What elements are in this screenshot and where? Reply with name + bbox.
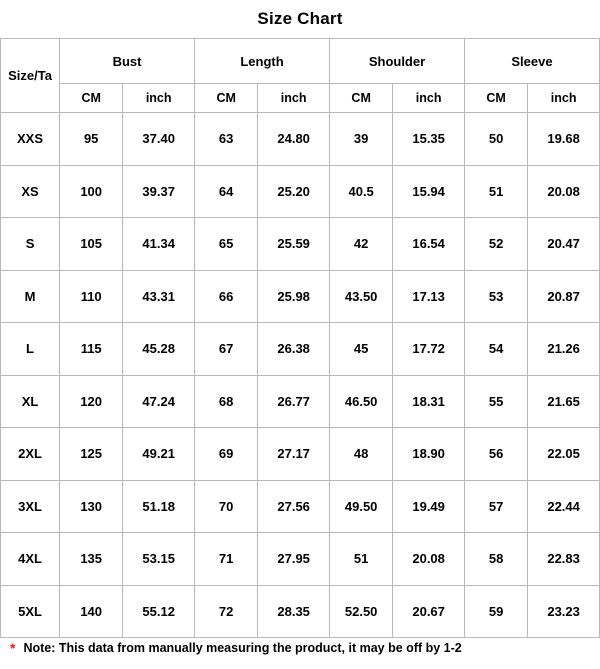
measurement-cell: 135 xyxy=(60,533,123,586)
unit-header-cell: CM xyxy=(60,84,123,113)
measurement-cell: 22.05 xyxy=(528,428,600,481)
measurement-cell: 55 xyxy=(464,375,527,428)
measurement-cell: 25.98 xyxy=(258,270,330,323)
size-label: 4XL xyxy=(1,533,60,586)
page-title: Size Chart xyxy=(257,9,343,28)
measurement-cell: 70 xyxy=(195,480,258,533)
measurement-cell: 40.5 xyxy=(330,165,393,218)
measurement-cell: 20.67 xyxy=(393,585,465,638)
table-unit-header-row xyxy=(1,84,600,113)
measurement-cell: 130 xyxy=(60,480,123,533)
measurement-cell: 58 xyxy=(464,533,527,586)
measurement-cell: 52 xyxy=(464,218,527,271)
measurement-cell: 43.50 xyxy=(330,270,393,323)
unit-header-cell: CM xyxy=(195,84,258,113)
size-label: L xyxy=(1,323,60,376)
measurement-cell: 120 xyxy=(60,375,123,428)
measurement-cell: 49.21 xyxy=(123,428,195,481)
measurement-cell: 48 xyxy=(330,428,393,481)
measurement-cell: 115 xyxy=(60,323,123,376)
table-row xyxy=(1,428,600,481)
measurement-cell: 22.44 xyxy=(528,480,600,533)
column-header-size: Size/Ta xyxy=(1,39,60,113)
measurement-cell: 25.20 xyxy=(258,165,330,218)
measurement-cell: 27.17 xyxy=(258,428,330,481)
unit-header-cell: CM xyxy=(330,84,393,113)
measurement-cell: 18.90 xyxy=(393,428,465,481)
table-row xyxy=(1,218,600,271)
size-label: XXS xyxy=(1,113,60,166)
measurement-cell: 26.38 xyxy=(258,323,330,376)
measurement-cell: 45 xyxy=(330,323,393,376)
measurement-cell: 49.50 xyxy=(330,480,393,533)
measurement-cell: 69 xyxy=(195,428,258,481)
size-label: 5XL xyxy=(1,585,60,638)
unit-header-cell: CM xyxy=(464,84,527,113)
measurement-cell: 72 xyxy=(195,585,258,638)
measurement-cell: 53 xyxy=(464,270,527,323)
measurement-cell: 21.26 xyxy=(528,323,600,376)
measurement-cell: 140 xyxy=(60,585,123,638)
unit-header-cell: inch xyxy=(123,84,195,113)
unit-header-cell: inch xyxy=(393,84,465,113)
measurement-cell: 39 xyxy=(330,113,393,166)
unit-header-cell: inch xyxy=(258,84,330,113)
measurement-cell: 37.40 xyxy=(123,113,195,166)
size-label: 3XL xyxy=(1,480,60,533)
table-row xyxy=(1,270,600,323)
measurement-cell: 63 xyxy=(195,113,258,166)
measurement-note xyxy=(0,626,600,669)
measurement-cell: 19.49 xyxy=(393,480,465,533)
table-row xyxy=(1,165,600,218)
size-label: M xyxy=(1,270,60,323)
table-group-header-row xyxy=(1,39,600,84)
measurement-cell: 66 xyxy=(195,270,258,323)
measurement-cell: 15.94 xyxy=(393,165,465,218)
measurement-cell: 110 xyxy=(60,270,123,323)
note-text: Note: This data from manually measuring the product, it may be off by 1-2 xyxy=(23,640,462,655)
measurement-cell: 20.47 xyxy=(528,218,600,271)
column-group-sleeve: Sleeve xyxy=(464,39,599,84)
measurement-cell: 23.23 xyxy=(528,585,600,638)
table-row xyxy=(1,113,600,166)
measurement-cell: 28.35 xyxy=(258,585,330,638)
measurement-cell: 71 xyxy=(195,533,258,586)
table-row xyxy=(1,375,600,428)
measurement-cell: 67 xyxy=(195,323,258,376)
size-label: XS xyxy=(1,165,60,218)
asterisk-icon: * xyxy=(10,639,16,656)
measurement-cell: 26.77 xyxy=(258,375,330,428)
measurement-cell: 17.13 xyxy=(393,270,465,323)
measurement-cell: 27.56 xyxy=(258,480,330,533)
measurement-cell: 59 xyxy=(464,585,527,638)
measurement-cell: 27.95 xyxy=(258,533,330,586)
measurement-cell: 54 xyxy=(464,323,527,376)
column-group-shoulder: Shoulder xyxy=(330,39,465,84)
measurement-cell: 95 xyxy=(60,113,123,166)
measurement-cell: 19.68 xyxy=(528,113,600,166)
measurement-cell: 125 xyxy=(60,428,123,481)
unit-header-cell: inch xyxy=(528,84,600,113)
measurement-cell: 56 xyxy=(464,428,527,481)
measurement-cell: 22.83 xyxy=(528,533,600,586)
table-row xyxy=(1,323,600,376)
measurement-cell: 42 xyxy=(330,218,393,271)
measurement-cell: 39.37 xyxy=(123,165,195,218)
measurement-cell: 55.12 xyxy=(123,585,195,638)
measurement-cell: 52.50 xyxy=(330,585,393,638)
measurement-cell: 68 xyxy=(195,375,258,428)
measurement-cell: 45.28 xyxy=(123,323,195,376)
measurement-cell: 21.65 xyxy=(528,375,600,428)
measurement-cell: 100 xyxy=(60,165,123,218)
measurement-cell: 18.31 xyxy=(393,375,465,428)
column-group-bust: Bust xyxy=(60,39,195,84)
measurement-cell: 51 xyxy=(464,165,527,218)
measurement-cell: 57 xyxy=(464,480,527,533)
column-group-length: Length xyxy=(195,39,330,84)
measurement-cell: 65 xyxy=(195,218,258,271)
measurement-cell: 46.50 xyxy=(330,375,393,428)
measurement-cell: 50 xyxy=(464,113,527,166)
measurement-cell: 24.80 xyxy=(258,113,330,166)
table-row xyxy=(1,533,600,586)
measurement-cell: 20.08 xyxy=(528,165,600,218)
measurement-cell: 15.35 xyxy=(393,113,465,166)
measurement-cell: 20.87 xyxy=(528,270,600,323)
measurement-cell: 25.59 xyxy=(258,218,330,271)
measurement-cell: 64 xyxy=(195,165,258,218)
measurement-cell: 53.15 xyxy=(123,533,195,586)
measurement-cell: 105 xyxy=(60,218,123,271)
measurement-cell: 47.24 xyxy=(123,375,195,428)
measurement-cell: 41.34 xyxy=(123,218,195,271)
table-row xyxy=(1,480,600,533)
size-label: 2XL xyxy=(1,428,60,481)
measurement-cell: 16.54 xyxy=(393,218,465,271)
measurement-cell: 43.31 xyxy=(123,270,195,323)
size-chart-table xyxy=(0,38,600,638)
measurement-cell: 51.18 xyxy=(123,480,195,533)
measurement-cell: 20.08 xyxy=(393,533,465,586)
size-label: XL xyxy=(1,375,60,428)
measurement-cell: 51 xyxy=(330,533,393,586)
size-label: S xyxy=(1,218,60,271)
measurement-cell: 17.72 xyxy=(393,323,465,376)
